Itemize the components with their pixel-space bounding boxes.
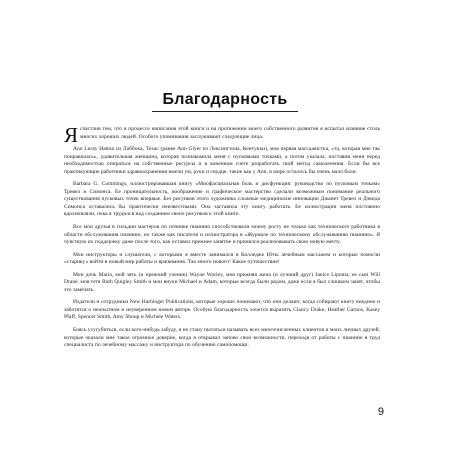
paragraph-piano-guild: Все мои друзья в гильдии мастеров по починке пианино способствовали моему росту не только как технического работника в области обслуживания пианино, но также как писателя и иллюстратора в «Журнале по техническому обслуживанию пианино». Я чувствую их поддержку даже после того, как оставил прежнее занятие и принялся реализовывать свою новую мечту. [64,224,380,246]
paragraph-publishers: Издатели и сотрудники New Harbinger Publications, которые хорошо понимают, что они делают, когда собирают книгу воедино и заботятся о неопытном и неуверенном новом авторе. Особую благодарность хочется выразить Clancy Drake, Heather Garnos, Kasey Pfaff, Spencer Smith, Amy Shoup и Michele Waters. [64,299,380,321]
page-title: Благодарность [152,91,297,112]
page-number: 9 [377,406,384,418]
intro-text: счастлив тем, что в процессе написания этой книги и на протяжении моего собственного развития я испытал влияние столь многих хороших людей. Особого упоминания заслуживают следующие лица. [80,126,380,140]
paragraph-barbara-cummings: Barbara G. Cummings, иллюстрировавшая книгу «Миофасциальная боль и дисфункция: руководство по пусковым точкам» Тревел и Симонса. Ее проницательность, воображение и графическое мастерство сделали возможным понимание реального существования пусковых точек впервые. Без рисунков этого художника сложные медицинские инновации Джанет Тревел и Дэвида Симонса оставались бы практически неизвестными. Она заставила эту книгу работать. Ее иллюстрации меня постоянно вдохновляли, пока я трудился над созданием своих рисунков к этой книге. [64,181,380,218]
paragraph-clients: Боясь усугубиться, если кого-нибудь забуду, я не стану пытаться называть всех многочисленных клиентов и моих личных друзей, которые оказали мне такое огромное доверие, когда я открывал заново свои возможности, переходя от работы с пианино в труд специалиста по лечебному массажу и инструктора по обучению самопомощи. [64,327,380,349]
drop-cap-letter: Я [64,123,79,147]
paragraph-ann-hatton: Ann Luray Hatton из Лаббока, Техас (ранее Ann Glyer из Лексингтона, Кентукки), моя первая массажистка, «та, которая мне так понравилась», удивительная женщина, которая познакомила меня с пусковыми точками, а потом указала, поставив меня перед необходимостью опираться на собственные ресурсы и в конечном счете разработать свой метод самолечения. Если бы все практикующие работники здравоохранения имели ум, руки и сердце, такие как у Ann, в мире осталось бы очень мало боли. [64,146,380,175]
paragraph-intro [64,123,380,147]
paragraph-instructors: Мои инструкторы и слушатели, с которыми я вместе занимался в Колледже Юты лечебным массажем и которые помогли «старику» войти в новый мир работы и врачевания. Так много нового! Какое путешествие! [64,251,380,266]
title-wrap [0,80,450,122]
body-text [64,123,380,355]
paragraph-family: Мои дочь Maria, мой зять (и прежний ученик) Wayne Worley, моя прежняя жена (и лучший друг) Janice Lipuma, ее сын Will Drane, моя тетя Ruth Quigley Smith и мои внуки Michael и Adam, которые всегда были рядом, даже если я был слишком занят, чтобы это замечать. [64,271,380,293]
